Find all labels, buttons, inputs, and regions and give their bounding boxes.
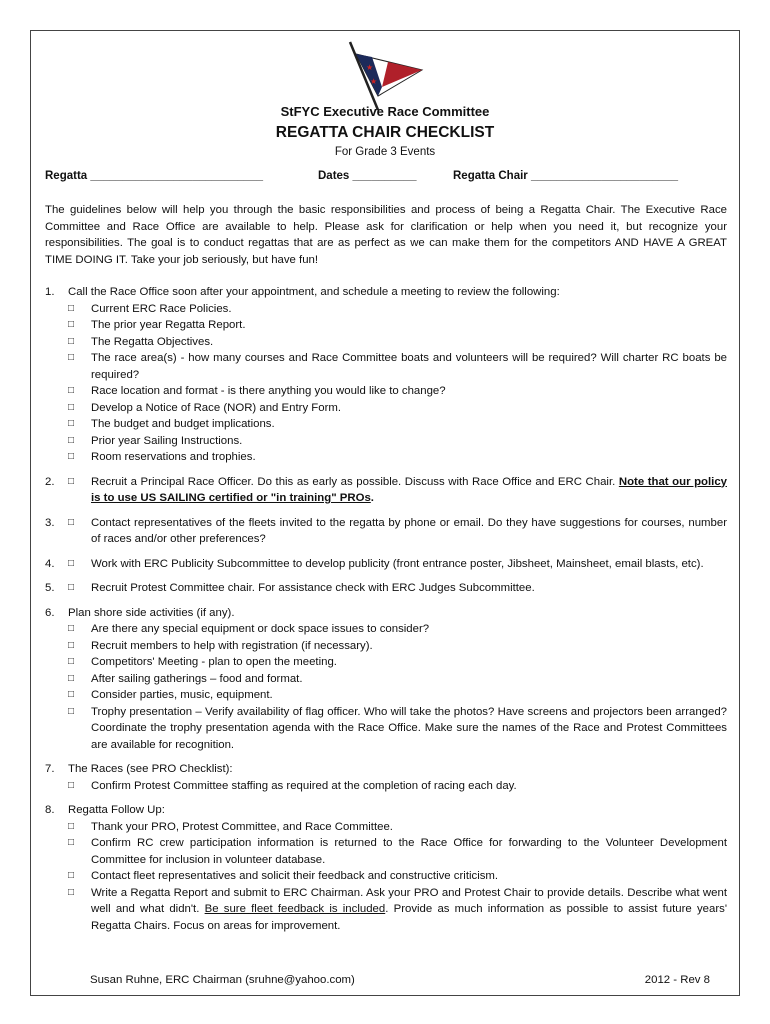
item-text: Regatta Follow Up:: [68, 804, 165, 816]
checkbox-icon[interactable]: □: [68, 837, 75, 848]
svg-text:★: ★: [366, 63, 374, 72]
sub-item: □ The race area(s) - how many courses and Race Committee boats and volunteers will be required? Will charter RC boats be required?: [68, 352, 727, 381]
footer-revision: 2012 - Rev 8: [644, 974, 710, 986]
header-fields: [45, 170, 727, 186]
item-text: The Races (see PRO Checklist):: [68, 763, 233, 775]
item-text: □ Work with ERC Publicity Subcommittee to develop publicity (front entrance poster, Jibsheet, Mainsheet, email blasts, etc).: [68, 556, 727, 573]
sub-item: □ The prior year Regatta Report.: [68, 317, 727, 334]
organization-name: StFYC Executive Race Committee: [280, 104, 490, 119]
sub-item: □ The budget and budget implications.: [68, 416, 727, 433]
dates-field[interactable]: Dates __________: [318, 170, 417, 182]
regatta-chair-field[interactable]: Regatta Chair _______________________: [453, 170, 679, 182]
checkbox-icon[interactable]: □: [68, 886, 75, 898]
sub-item: □ Develop a Notice of Race (NOR) and Entry Form.: [68, 400, 727, 417]
checkbox-icon[interactable]: □: [68, 689, 75, 700]
checklist-item-3: [45, 515, 727, 548]
item-number: 2.: [45, 475, 55, 488]
checkbox-icon[interactable]: □: [68, 516, 75, 528]
checkbox-icon[interactable]: □: [68, 672, 75, 684]
checklist: [45, 284, 727, 942]
checklist-item-5: [45, 580, 727, 597]
item-number: 1.: [45, 286, 55, 298]
checkbox-icon[interactable]: □: [68, 639, 75, 651]
sub-item: □ Write a Regatta Report and submit to ERC Chairman. Ask your PRO and Protest Chair to provide details. Describe what went well and what didn't. Be sure fleet feedback is included. Provide as much information as possible to assist future years' Regatta Chairs. Focus on areas for improvement.: [68, 886, 728, 932]
sub-item: □ Are there any special equipment or dock space issues to consider?: [68, 621, 727, 638]
footer-author: Susan Ruhne, ERC Chairman (sruhne@yahoo.com): [90, 974, 355, 986]
yacht-club-burgee-logo: [344, 40, 428, 112]
checkbox-icon[interactable]: □: [68, 302, 75, 314]
sub-item: □ Thank your PRO, Protest Committee, and Race Committee.: [68, 819, 727, 836]
item-text: Call the Race Office soon after your appointment, and schedule a meeting to review the following:: [68, 286, 560, 298]
sub-item: □ The Regatta Objectives.: [68, 334, 727, 351]
item-text: □ Recruit a Principal Race Officer. Do this as early as possible. Discuss with Race Office and ERC Chair. Note that our policy is to use US SAILING certified or "in training" PROs.: [68, 475, 727, 504]
checkbox-icon[interactable]: □: [68, 352, 75, 363]
checkbox-icon[interactable]: □: [68, 656, 75, 667]
checkbox-icon[interactable]: □: [68, 820, 75, 832]
item-number: 5.: [45, 582, 55, 594]
checklist-item-2: [45, 474, 727, 507]
sub-item: □ Prior year Sailing Instructions.: [68, 433, 727, 450]
checklist-item-8: [45, 802, 727, 934]
regatta-field[interactable]: Regatta ___________________________: [45, 170, 264, 182]
intro-paragraph: The guidelines below will help you through the basic responsibilities and process of being a Regatta Chair. The Executive Race Committee and Race Office are available to help. Please ask for clarification or help when you need it, but recognize your responsibilities. The goal is to conduct regattas that are as perfect as we can make them for the competitors AND HAVE A GREAT TIME DOING IT. Take your job seriously, but have fun!: [45, 204, 727, 266]
checkbox-icon[interactable]: □: [68, 870, 75, 881]
checkbox-icon[interactable]: □: [68, 434, 75, 446]
item-number: 8.: [45, 804, 55, 816]
item-number: 4.: [45, 557, 55, 570]
checkbox-icon[interactable]: □: [68, 582, 75, 593]
sub-item: □ After sailing gatherings – food and format.: [68, 671, 727, 688]
sub-item: □ Confirm RC crew participation information is returned to the Race Office for forwarding to the Volunteer Development Committee for inclusion in volunteer database.: [68, 837, 727, 866]
sub-item: □ Race location and format - is there anything you would like to change?: [68, 383, 727, 400]
sub-item: □ Trophy presentation – Verify availability of flag officer. Who will take the photos? Have screens and projectors been arranged? Coordinate the trophy presentation agenda with the Race Office. Make sure the names of the Race and Protest Committees are available for recognition.: [68, 705, 727, 751]
checklist-item-7: [45, 761, 727, 794]
sub-item: □ Current ERC Race Policies.: [68, 301, 727, 318]
checkbox-icon[interactable]: □: [68, 335, 75, 347]
item-text: Plan shore side activities (if any).: [68, 606, 235, 619]
checkbox-icon[interactable]: □: [68, 385, 75, 396]
item-number: 6.: [45, 606, 55, 619]
checkbox-icon[interactable]: □: [68, 557, 75, 569]
svg-text:★: ★: [370, 77, 378, 86]
item-text: □ Contact representatives of the fleets invited to the regatta by phone or email. Do they have suggestions for courses, number of races and/or other preferences?: [68, 516, 727, 545]
item-number: 7.: [45, 763, 55, 775]
checklist-item-6: [45, 605, 727, 754]
checklist-item-4: [45, 556, 727, 573]
checkbox-icon[interactable]: □: [68, 475, 75, 487]
sub-item: □ Consider parties, music, equipment.: [68, 687, 727, 704]
checkbox-icon[interactable]: □: [68, 451, 75, 462]
checkbox-icon[interactable]: □: [68, 779, 75, 791]
sub-item: □ Contact fleet representatives and solicit their feedback and constructive criticism.: [68, 868, 727, 885]
checkbox-icon[interactable]: □: [68, 319, 75, 330]
sub-item: □ Room reservations and trophies.: [68, 449, 727, 466]
item-text: □ Recruit Protest Committee chair. For assistance check with ERC Judges Subcommittee.: [68, 580, 727, 597]
item-number: 3.: [45, 516, 55, 529]
sub-item: □ Recruit members to help with registration (if necessary).: [68, 638, 727, 655]
checkbox-icon[interactable]: □: [68, 705, 75, 717]
sub-item: □ Confirm Protest Committee staffing as required at the completion of racing each day.: [68, 778, 727, 795]
page-subtitle: For Grade 3 Events: [334, 146, 436, 158]
checkbox-icon[interactable]: □: [68, 418, 75, 429]
checkbox-icon[interactable]: □: [68, 401, 75, 413]
page-title: REGATTA CHAIR CHECKLIST: [275, 124, 495, 141]
sub-item: □ Competitors' Meeting - plan to open the meeting.: [68, 654, 727, 671]
checklist-item-1: [45, 284, 727, 466]
checkbox-icon[interactable]: □: [68, 623, 75, 634]
